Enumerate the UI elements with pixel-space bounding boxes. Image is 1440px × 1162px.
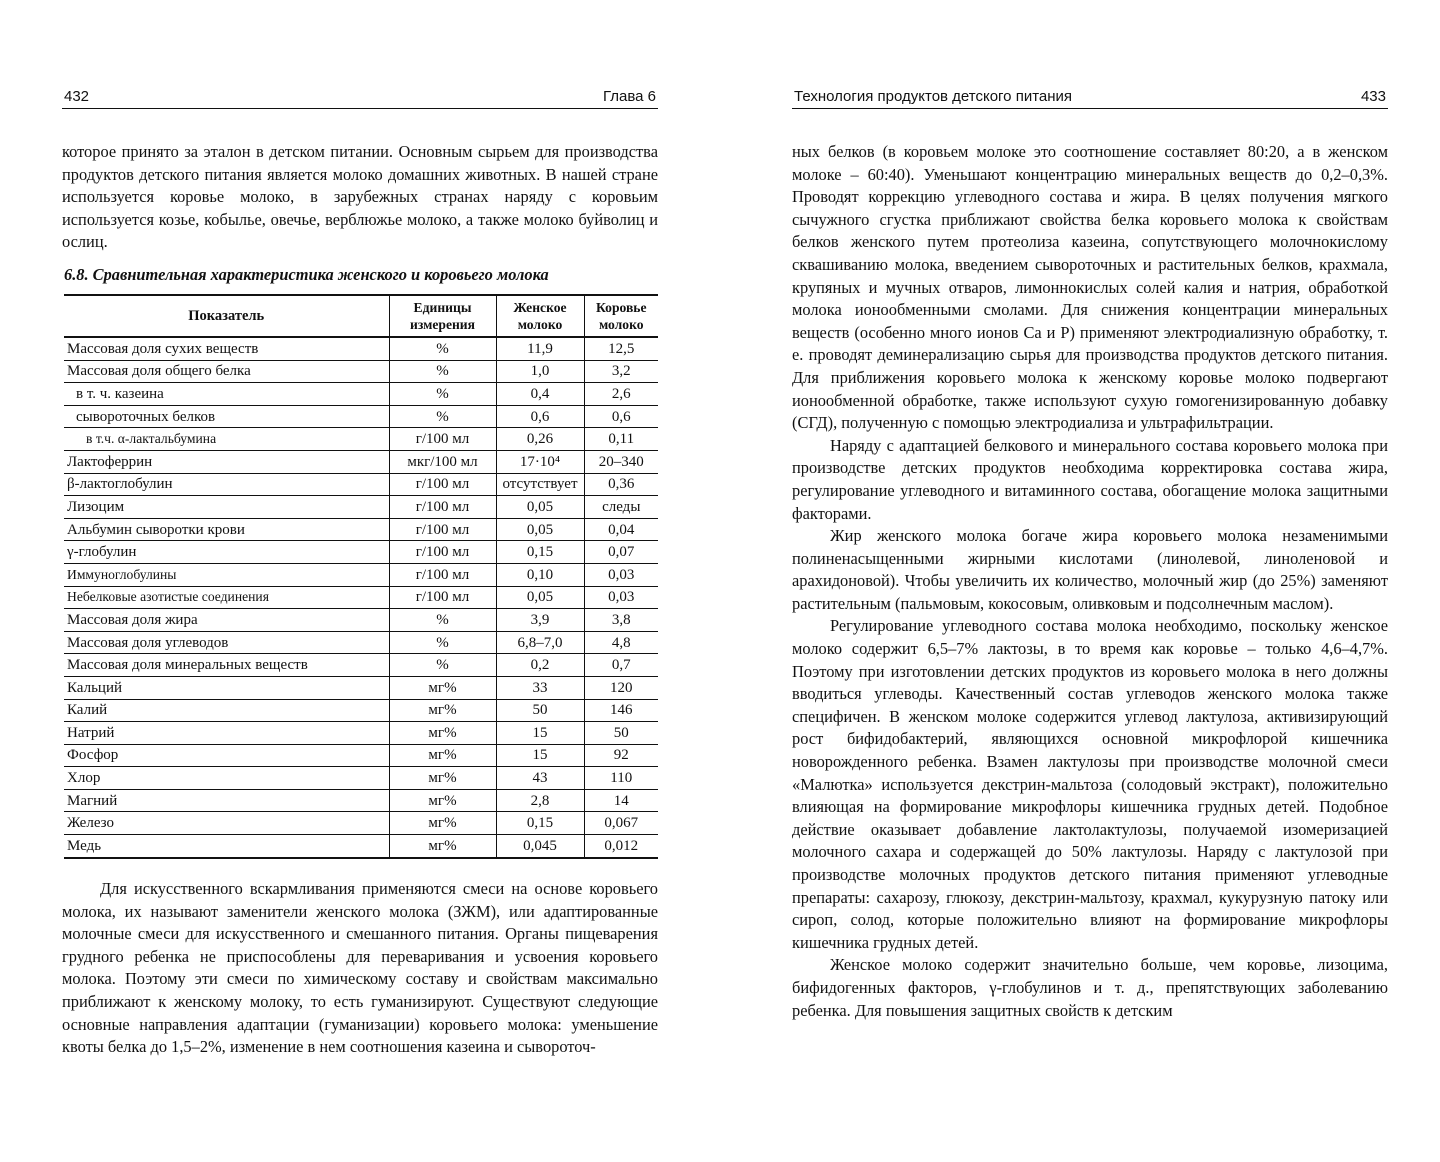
header-unit: Единицы измерения xyxy=(389,295,496,337)
adaptation-text xyxy=(62,878,658,1059)
table-row xyxy=(64,767,658,790)
cell-indicator: Иммуноглобулины xyxy=(64,563,389,586)
cell-cow: 3,2 xyxy=(584,360,658,383)
table-row xyxy=(64,337,658,360)
cell-female: 15 xyxy=(496,722,584,745)
cell-cow: 3,8 xyxy=(584,609,658,632)
table-row xyxy=(64,789,658,812)
cell-unit: г/100 мл xyxy=(389,428,496,451)
cell-female: 0,05 xyxy=(496,586,584,609)
cell-female: 0,6 xyxy=(496,405,584,428)
table-row xyxy=(64,654,658,677)
cell-indicator: Массовая доля минеральных веществ xyxy=(64,654,389,677)
cell-cow: 4,8 xyxy=(584,631,658,654)
table-row xyxy=(64,496,658,519)
cell-female: 1,0 xyxy=(496,360,584,383)
cell-cow: 0,012 xyxy=(584,835,658,858)
right-body-text xyxy=(792,141,1388,1022)
cell-female: 0,10 xyxy=(496,563,584,586)
cell-cow: 0,6 xyxy=(584,405,658,428)
cell-unit: г/100 мл xyxy=(389,563,496,586)
chapter-title: Глава 6 xyxy=(602,88,656,105)
cell-indicator: β-лактоглобулин xyxy=(64,473,389,496)
cell-cow: 12,5 xyxy=(584,337,658,360)
cell-indicator: Магний xyxy=(64,789,389,812)
cell-indicator: Массовая доля сухих веществ xyxy=(64,337,389,360)
cell-unit: % xyxy=(389,609,496,632)
cell-female: 0,045 xyxy=(496,835,584,858)
cell-cow: 92 xyxy=(584,744,658,767)
table-row xyxy=(64,405,658,428)
paragraph: ных белков (в коровьем молоке это соотношение составляет 80:20, а в женском молоке – 60:40). Уменьшают концентрацию минеральных веществ до 0,2–0,3%. Проводят коррекцию углеводного состава и жира. В целях получения мягкого сычужного сгустка приближают свойства белка коровьего молока к свойствам белков женского путем протеолиза казеина, сопутствующего молочнокислому сквашиванию молока, введением сывороточных и растительных белков, крахмала, крупяных и мучных отваров, лимоннокислых солей калия и натрия, обработкой молока ионообменными смолами. Для снижения концентрации минеральных веществ (особенно много ионов Са и Р) применяют электродиализную обработку, т. е. проводят деминерализацию сырья для производства продуктов детского питания. Для приближения коровьего молока к женскому коровье молоко подвергают ионообменной обработке, также используют сухую гомогенизированную добавку (СГД), полученную с помощью электродиализа и ультрафильтрации. xyxy=(792,142,1388,433)
cell-indicator: Альбумин сыворотки крови xyxy=(64,518,389,541)
table-row xyxy=(64,450,658,473)
running-head-right xyxy=(792,86,1388,109)
cell-indicator: Фосфор xyxy=(64,744,389,767)
cell-indicator: в т.ч. α-лактальбумина xyxy=(64,428,389,451)
cell-cow: 0,03 xyxy=(584,563,658,586)
cell-female: 6,8–7,0 xyxy=(496,631,584,654)
cell-indicator: в т. ч. казеина xyxy=(64,383,389,406)
cell-female: 43 xyxy=(496,767,584,790)
table-row xyxy=(64,360,658,383)
table-row xyxy=(64,676,658,699)
cell-female: 11,9 xyxy=(496,337,584,360)
table-row xyxy=(64,722,658,745)
table-row xyxy=(64,631,658,654)
running-head-left xyxy=(62,86,658,109)
cell-indicator: Калий xyxy=(64,699,389,722)
header-female: Женское молоко xyxy=(496,295,584,337)
cell-unit: мг% xyxy=(389,812,496,835)
cell-unit: % xyxy=(389,360,496,383)
cell-unit: мг% xyxy=(389,699,496,722)
page-number: 433 xyxy=(1360,88,1386,105)
table-row xyxy=(64,609,658,632)
section-title: Технология продуктов детского питания xyxy=(794,88,1073,105)
cell-cow: следы xyxy=(584,496,658,519)
cell-cow: 0,07 xyxy=(584,541,658,564)
cell-unit: г/100 мл xyxy=(389,496,496,519)
table-title: 6.8. Сравнительная характеристика женского и коровьего молока xyxy=(64,265,549,284)
cell-unit: мг% xyxy=(389,676,496,699)
cell-indicator: Лактоферрин xyxy=(64,450,389,473)
cell-indicator: Кальций xyxy=(64,676,389,699)
cell-unit: % xyxy=(389,654,496,677)
cell-female: отсутствует xyxy=(496,473,584,496)
header-indicator: Показатель xyxy=(64,295,389,337)
table-row xyxy=(64,473,658,496)
cell-unit: мг% xyxy=(389,722,496,745)
cell-female: 0,2 xyxy=(496,654,584,677)
table-row xyxy=(64,744,658,767)
cell-cow: 2,6 xyxy=(584,383,658,406)
paragraph: Регулирование углеводного состава молока необходимо, поскольку женское молоко содержит 6,5–7% лактозы, в то время как коровье – только 4,6–4,7%. Поэтому при изготовлении детских продуктов из коровьего молока в него должны вводиться углеводы. Качественный состав углеводов женского молока также специфичен. В женском молоке содержится углевод лактулоза, активизирующий рост бифидобактерий, являющихся основной микрофлорой кишечника новорожденного ребенка. Взамен лактулозы при производстве молочной смеси «Малютка» используется декстрин-мальтоза (солодовый экстракт), положительно влияющая на формирование микрофлоры кишечника грудных детей. Подобное действие оказывает добавление лактолактулозы, получаемой изомеризацией молочного сахара и содержащей до 50% лактулозы. Наряду с лактулозой при производстве молочных продуктов детского питания применяют углеводные препараты: сахарозу, глюкозу, декстрин-мальтозу, крахмал, кукурузную патоку или сироп, солод, которые положительно влияют на формирование микрофлоры кишечника грудных детей. xyxy=(792,616,1388,952)
cell-female: 0,15 xyxy=(496,541,584,564)
cell-indicator: Лизоцим xyxy=(64,496,389,519)
cell-indicator: Железо xyxy=(64,812,389,835)
cell-cow: 50 xyxy=(584,722,658,745)
cell-cow: 120 xyxy=(584,676,658,699)
table-row xyxy=(64,586,658,609)
cell-female: 50 xyxy=(496,699,584,722)
cell-indicator: Хлор xyxy=(64,767,389,790)
cell-female: 0,05 xyxy=(496,496,584,519)
cell-female: 3,9 xyxy=(496,609,584,632)
cell-cow: 14 xyxy=(584,789,658,812)
right-page xyxy=(792,0,1388,1162)
cell-cow: 0,03 xyxy=(584,586,658,609)
cell-unit: г/100 мл xyxy=(389,541,496,564)
cell-unit: мкг/100 мл xyxy=(389,450,496,473)
cell-indicator: сывороточных белков xyxy=(64,405,389,428)
cell-female: 17·10⁴ xyxy=(496,450,584,473)
cell-female: 0,05 xyxy=(496,518,584,541)
cell-female: 15 xyxy=(496,744,584,767)
intro-text xyxy=(62,141,658,254)
cell-unit: % xyxy=(389,631,496,654)
paragraph: которое принято за эталон в детском питании. Основным сырьем для производства продуктов детского питания является молоко домашних животных. В нашей стране используется коровье молоко, в зарубежных странах наряду с коровьим используется козье, кобылье, овечье, верблюжье молоко, а также молоко буйволиц и ослиц. xyxy=(62,142,658,252)
left-page xyxy=(62,0,658,1162)
table-row xyxy=(64,812,658,835)
cell-indicator: γ-глобулин xyxy=(64,541,389,564)
cell-cow: 0,04 xyxy=(584,518,658,541)
cell-unit: г/100 мл xyxy=(389,518,496,541)
table-row xyxy=(64,428,658,451)
cell-unit: % xyxy=(389,405,496,428)
cell-cow: 20–340 xyxy=(584,450,658,473)
cell-female: 0,4 xyxy=(496,383,584,406)
cell-unit: г/100 мл xyxy=(389,473,496,496)
cell-unit: % xyxy=(389,383,496,406)
table-row xyxy=(64,699,658,722)
cell-cow: 0,11 xyxy=(584,428,658,451)
cell-indicator: Массовая доля жира xyxy=(64,609,389,632)
table-row xyxy=(64,563,658,586)
cell-unit: мг% xyxy=(389,789,496,812)
header-cow: Коровье молоко xyxy=(584,295,658,337)
cell-indicator: Небелковые азотистые соединения xyxy=(64,586,389,609)
cell-cow: 146 xyxy=(584,699,658,722)
cell-indicator: Массовая доля общего белка xyxy=(64,360,389,383)
cell-indicator: Медь xyxy=(64,835,389,858)
cell-cow: 0,36 xyxy=(584,473,658,496)
cell-female: 0,26 xyxy=(496,428,584,451)
paragraph: Наряду с адаптацией белкового и минерального состава коровьего молока при производстве детских продуктов необходима корректировка состава жира, регулирование углеводного и витаминного состава, обогащение молока защитными факторами. xyxy=(792,435,1388,523)
milk-comparison-table xyxy=(64,294,658,859)
cell-cow: 0,7 xyxy=(584,654,658,677)
table-body xyxy=(64,337,658,858)
cell-female: 33 xyxy=(496,676,584,699)
cell-unit: мг% xyxy=(389,835,496,858)
table-header-row xyxy=(64,295,658,337)
table-row xyxy=(64,541,658,564)
cell-cow: 110 xyxy=(584,767,658,790)
cell-unit: г/100 мл xyxy=(389,586,496,609)
cell-cow: 0,067 xyxy=(584,812,658,835)
cell-indicator: Массовая доля углеводов xyxy=(64,631,389,654)
paragraph: Для искусственного вскармливания применяются смеси на основе коровьего молока, их называют заменители женского молока (ЗЖМ), или адаптированные молочные смеси для искусственного и смешанного питания. Органы пищеварения грудного ребенка не приспособлены для переваривания и усвоения коровьего молока. Поэтому эти смеси по химическому составу и свойствам максимально приближают к женскому молоку, то есть гуманизируют. Существуют следующие основные направления адаптации (гуманизации) коровьего молока: уменьшение квоты белка до 1,5–2%, изменение в нем соотношения казеина и сывороточ- xyxy=(62,879,658,1057)
table-row xyxy=(64,518,658,541)
cell-indicator: Натрий xyxy=(64,722,389,745)
page-number: 432 xyxy=(64,88,90,105)
cell-unit: мг% xyxy=(389,767,496,790)
cell-female: 0,15 xyxy=(496,812,584,835)
cell-unit: мг% xyxy=(389,744,496,767)
paragraph: Жир женского молока богаче жира коровьего молока незаменимыми полиненасыщенными жирными кислотами (линолевой, линоленовой и арахидоновой). Чтобы увеличить их количество, молочный жир (до 25%) заменяют растительным (пальмовым, кокосовым, оливковым и подсолнечным маслом). xyxy=(792,526,1388,613)
paragraph: Женское молоко содержит значительно больше, чем коровье, лизоцима, бифидогенных факторов, γ-глобулинов и т. д., препятствующих заболеванию ребенка. Для повышения защитных свойств к детским xyxy=(792,955,1388,1020)
table-row xyxy=(64,383,658,406)
table-row xyxy=(64,835,658,858)
cell-unit: % xyxy=(389,337,496,360)
cell-female: 2,8 xyxy=(496,789,584,812)
